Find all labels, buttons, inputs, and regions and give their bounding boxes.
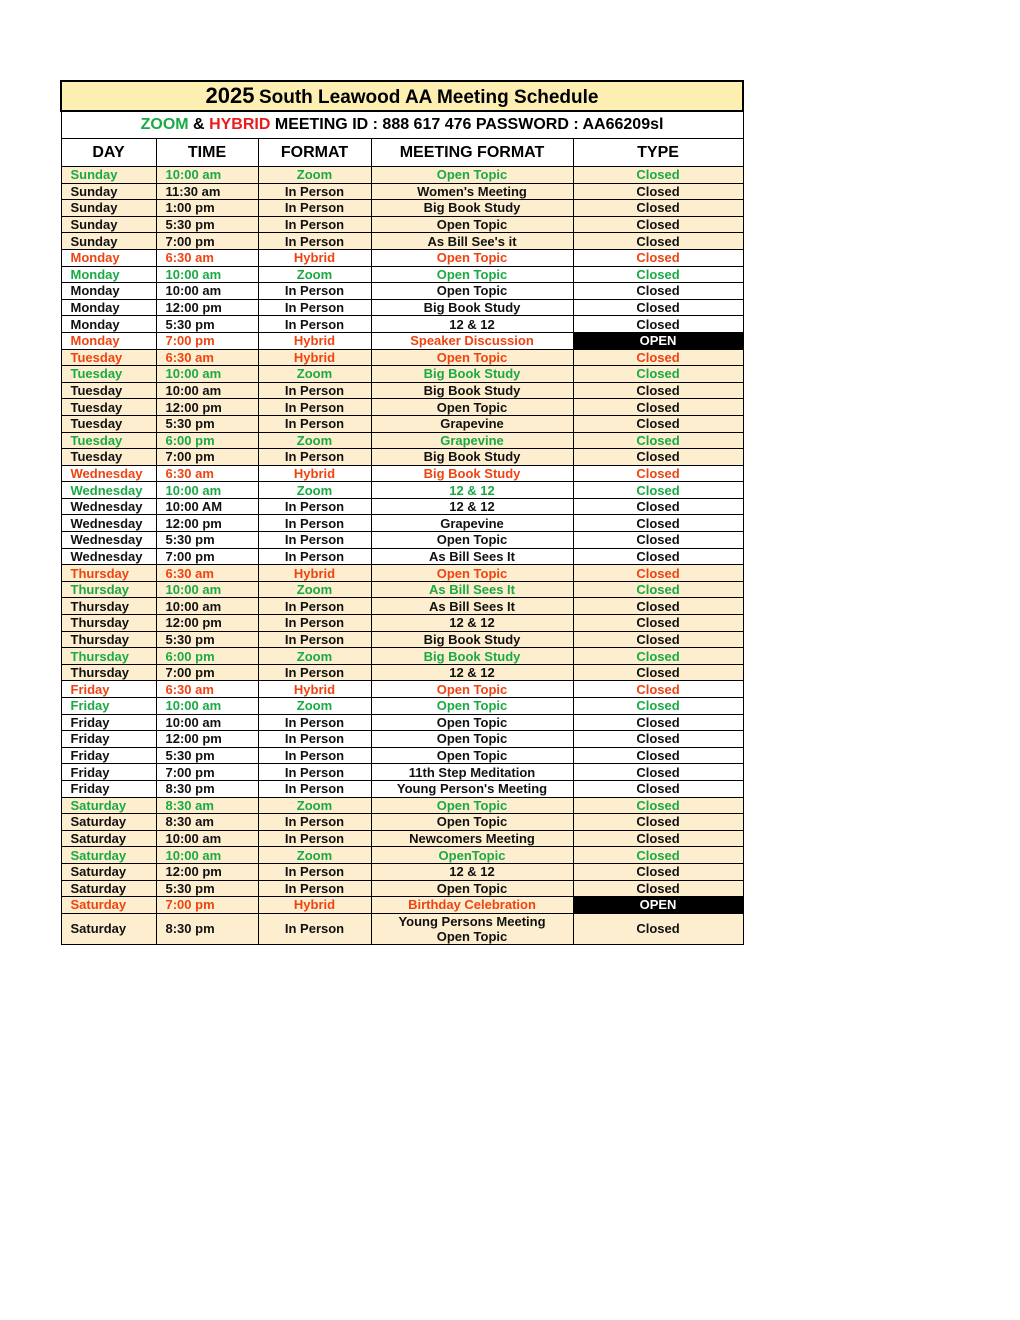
- cell-format: Hybrid: [258, 681, 371, 698]
- header-time: TIME: [156, 139, 258, 167]
- cell-day: Wednesday: [61, 548, 156, 565]
- cell-meeting-format: Open Topic: [371, 283, 573, 300]
- header-format: FORMAT: [258, 139, 371, 167]
- cell-type: Closed: [573, 581, 743, 598]
- cell-time: 10:00 am: [156, 382, 258, 399]
- cell-format: In Person: [258, 449, 371, 466]
- cell-time: 5:30 pm: [156, 216, 258, 233]
- cell-day: Saturday: [61, 880, 156, 897]
- cell-day: Tuesday: [61, 415, 156, 432]
- cell-day: Wednesday: [61, 465, 156, 482]
- cell-type: Closed: [573, 913, 743, 944]
- cell-day: Thursday: [61, 615, 156, 632]
- title-year: 2025: [205, 83, 255, 108]
- cell-format: In Person: [258, 814, 371, 831]
- cell-format: In Person: [258, 731, 371, 748]
- table-row: [61, 615, 743, 632]
- table-row: [61, 482, 743, 499]
- cell-meeting-format: As Bill Sees It: [371, 548, 573, 565]
- table-row: [61, 598, 743, 615]
- cell-format: Zoom: [258, 797, 371, 814]
- cell-time: 5:30 pm: [156, 747, 258, 764]
- table-row: [61, 515, 743, 532]
- cell-format: Hybrid: [258, 565, 371, 582]
- cell-type: Closed: [573, 830, 743, 847]
- cell-format: In Person: [258, 498, 371, 515]
- cell-format: Hybrid: [258, 349, 371, 366]
- cell-time: 6:00 pm: [156, 432, 258, 449]
- table-row: [61, 167, 743, 184]
- cell-day: Wednesday: [61, 498, 156, 515]
- cell-day: Saturday: [61, 913, 156, 944]
- cell-type: Closed: [573, 731, 743, 748]
- cell-day: Sunday: [61, 233, 156, 250]
- cell-type: Closed: [573, 432, 743, 449]
- cell-meeting-format: Open Topic: [371, 880, 573, 897]
- cell-meeting-format: Open Topic: [371, 532, 573, 549]
- cell-type: Closed: [573, 249, 743, 266]
- cell-time: 5:30 pm: [156, 415, 258, 432]
- cell-time: 1:00 pm: [156, 200, 258, 217]
- cell-day: Saturday: [61, 847, 156, 864]
- cell-format: Zoom: [258, 366, 371, 383]
- cell-day: Saturday: [61, 863, 156, 880]
- cell-day: Friday: [61, 747, 156, 764]
- header-day: DAY: [61, 139, 156, 167]
- cell-meeting-format: Open Topic: [371, 266, 573, 283]
- table-row: [61, 880, 743, 897]
- cell-type: Closed: [573, 415, 743, 432]
- cell-format: Hybrid: [258, 897, 371, 914]
- cell-day: Monday: [61, 283, 156, 300]
- cell-time: 12:00 pm: [156, 299, 258, 316]
- cell-day: Monday: [61, 299, 156, 316]
- cell-meeting-format: Open Topic: [371, 681, 573, 698]
- cell-time: 10:00 am: [156, 847, 258, 864]
- cell-meeting-format: Open Topic: [371, 399, 573, 416]
- cell-type: Closed: [573, 797, 743, 814]
- cell-time: 6:30 am: [156, 349, 258, 366]
- cell-time: 8:30 am: [156, 814, 258, 831]
- cell-format: In Person: [258, 382, 371, 399]
- cell-format: Zoom: [258, 482, 371, 499]
- cell-day: Friday: [61, 714, 156, 731]
- cell-time: 8:30 am: [156, 797, 258, 814]
- cell-day: Thursday: [61, 664, 156, 681]
- cell-time: 7:00 pm: [156, 233, 258, 250]
- cell-type: Closed: [573, 847, 743, 864]
- cell-meeting-format: Grapevine: [371, 515, 573, 532]
- cell-time: 7:00 pm: [156, 664, 258, 681]
- cell-time: 10:00 am: [156, 698, 258, 715]
- table-row: [61, 415, 743, 432]
- table-row: [61, 731, 743, 748]
- cell-meeting-format: [371, 913, 573, 944]
- table-row: [61, 399, 743, 416]
- cell-format: In Person: [258, 415, 371, 432]
- cell-format: In Person: [258, 316, 371, 333]
- table-row: [61, 714, 743, 731]
- cell-day: Friday: [61, 764, 156, 781]
- cell-time: 10:00 AM: [156, 498, 258, 515]
- cell-meeting-format: Open Topic: [371, 349, 573, 366]
- table-row: [61, 366, 743, 383]
- cell-time: 6:30 am: [156, 681, 258, 698]
- cell-format: Zoom: [258, 266, 371, 283]
- cell-type: Closed: [573, 399, 743, 416]
- cell-day: Saturday: [61, 830, 156, 847]
- table-row: [61, 664, 743, 681]
- title-text: South Leawood AA Meeting Schedule: [258, 87, 599, 108]
- cell-meeting-format: Grapevine: [371, 415, 573, 432]
- page-title: [61, 81, 743, 111]
- cell-meeting-format: Big Book Study: [371, 648, 573, 665]
- cell-time: 7:00 pm: [156, 332, 258, 349]
- cell-time: 8:30 pm: [156, 913, 258, 944]
- table-row: [61, 847, 743, 864]
- cell-time: 10:00 am: [156, 830, 258, 847]
- cell-format: In Person: [258, 913, 371, 944]
- cell-day: Tuesday: [61, 449, 156, 466]
- table-row: [61, 233, 743, 250]
- cell-format: In Person: [258, 216, 371, 233]
- zoom-label: ZOOM: [140, 116, 189, 133]
- cell-time: 11:30 am: [156, 183, 258, 200]
- cell-format: In Person: [258, 283, 371, 300]
- table-row: [61, 299, 743, 316]
- cell-day: Wednesday: [61, 482, 156, 499]
- cell-time: 6:30 am: [156, 249, 258, 266]
- cell-time: 6:00 pm: [156, 648, 258, 665]
- cell-meeting-format: OpenTopic: [371, 847, 573, 864]
- table-row: [61, 349, 743, 366]
- cell-format: In Person: [258, 183, 371, 200]
- cell-type: Closed: [573, 167, 743, 184]
- cell-meeting-format: As Bill Sees It: [371, 581, 573, 598]
- cell-type: Closed: [573, 532, 743, 549]
- cell-time: 12:00 pm: [156, 731, 258, 748]
- cell-day: Thursday: [61, 565, 156, 582]
- cell-type: Closed: [573, 216, 743, 233]
- cell-meeting-format: Grapevine: [371, 432, 573, 449]
- table-row: [61, 747, 743, 764]
- table-row: [61, 897, 743, 914]
- cell-type: Closed: [573, 648, 743, 665]
- cell-day: Tuesday: [61, 399, 156, 416]
- table-row: [61, 183, 743, 200]
- table-row: [61, 681, 743, 698]
- cell-type: OPEN: [573, 332, 743, 349]
- cell-meeting-format: Big Book Study: [371, 366, 573, 383]
- cell-day: Tuesday: [61, 382, 156, 399]
- cell-meeting-format: Young Person's Meeting: [371, 780, 573, 797]
- cell-format: In Person: [258, 664, 371, 681]
- cell-time: 10:00 am: [156, 581, 258, 598]
- cell-format: In Person: [258, 764, 371, 781]
- cell-meeting-format: Newcomers Meeting: [371, 830, 573, 847]
- cell-format: In Person: [258, 631, 371, 648]
- cell-type: Closed: [573, 349, 743, 366]
- table-row: [61, 332, 743, 349]
- cell-day: Thursday: [61, 581, 156, 598]
- cell-meeting-format: Women's Meeting: [371, 183, 573, 200]
- cell-type: Closed: [573, 714, 743, 731]
- cell-day: Monday: [61, 332, 156, 349]
- meeting-format-line: Young Persons Meeting: [398, 913, 546, 929]
- cell-format: In Person: [258, 532, 371, 549]
- cell-type: OPEN: [573, 897, 743, 914]
- cell-type: Closed: [573, 764, 743, 781]
- cell-time: 10:00 am: [156, 266, 258, 283]
- cell-format: In Person: [258, 780, 371, 797]
- cell-meeting-format: Big Book Study: [371, 382, 573, 399]
- cell-day: Tuesday: [61, 366, 156, 383]
- cell-type: Closed: [573, 598, 743, 615]
- cell-meeting-format: Big Book Study: [371, 449, 573, 466]
- cell-format: In Person: [258, 747, 371, 764]
- cell-type: Closed: [573, 382, 743, 399]
- cell-meeting-format: Open Topic: [371, 747, 573, 764]
- cell-time: 6:30 am: [156, 465, 258, 482]
- cell-meeting-format: As Bill Sees It: [371, 598, 573, 615]
- cell-day: Saturday: [61, 797, 156, 814]
- cell-type: Closed: [573, 780, 743, 797]
- cell-format: Zoom: [258, 648, 371, 665]
- cell-type: Closed: [573, 482, 743, 499]
- cell-type: Closed: [573, 880, 743, 897]
- cell-day: Thursday: [61, 648, 156, 665]
- table-row: [61, 283, 743, 300]
- table-row: [61, 498, 743, 515]
- table-row: [61, 814, 743, 831]
- schedule-sheet: [60, 80, 742, 945]
- cell-time: 5:30 pm: [156, 880, 258, 897]
- cell-time: 12:00 pm: [156, 863, 258, 880]
- cell-meeting-format: 12 & 12: [371, 615, 573, 632]
- cell-day: Sunday: [61, 200, 156, 217]
- table-row: [61, 382, 743, 399]
- table-row: [61, 913, 743, 944]
- cell-time: 10:00 am: [156, 482, 258, 499]
- table-row: [61, 863, 743, 880]
- cell-meeting-format: 12 & 12: [371, 863, 573, 880]
- meeting-info-row: [61, 111, 743, 139]
- cell-format: Zoom: [258, 847, 371, 864]
- cell-day: Saturday: [61, 814, 156, 831]
- cell-type: Closed: [573, 698, 743, 715]
- cell-time: 10:00 am: [156, 167, 258, 184]
- cell-format: In Person: [258, 615, 371, 632]
- cell-type: Closed: [573, 863, 743, 880]
- cell-format: In Person: [258, 200, 371, 217]
- cell-type: Closed: [573, 449, 743, 466]
- cell-time: 7:00 pm: [156, 548, 258, 565]
- cell-time: 7:00 pm: [156, 449, 258, 466]
- cell-time: 10:00 am: [156, 598, 258, 615]
- table-row: [61, 266, 743, 283]
- cell-time: 7:00 pm: [156, 897, 258, 914]
- title-row: [61, 81, 743, 111]
- cell-time: 12:00 pm: [156, 615, 258, 632]
- cell-day: Monday: [61, 316, 156, 333]
- cell-meeting-format: Open Topic: [371, 797, 573, 814]
- cell-day: Saturday: [61, 897, 156, 914]
- cell-type: Closed: [573, 515, 743, 532]
- table-row: [61, 532, 743, 549]
- schedule-table: [60, 80, 744, 945]
- hybrid-label: HYBRID: [209, 116, 271, 133]
- meeting-format-line: Open Topic: [436, 928, 508, 944]
- cell-type: Closed: [573, 183, 743, 200]
- table-row: [61, 465, 743, 482]
- cell-time: 8:30 pm: [156, 780, 258, 797]
- cell-type: Closed: [573, 498, 743, 515]
- cell-day: Sunday: [61, 216, 156, 233]
- cell-day: Thursday: [61, 598, 156, 615]
- table-row: [61, 631, 743, 648]
- cell-time: 7:00 pm: [156, 764, 258, 781]
- table-row: [61, 565, 743, 582]
- table-row: [61, 797, 743, 814]
- cell-meeting-format: Birthday Celebration: [371, 897, 573, 914]
- cell-type: Closed: [573, 233, 743, 250]
- table-row: [61, 216, 743, 233]
- cell-day: Monday: [61, 249, 156, 266]
- cell-meeting-format: Open Topic: [371, 249, 573, 266]
- table-row: [61, 449, 743, 466]
- table-row: [61, 780, 743, 797]
- cell-day: Sunday: [61, 183, 156, 200]
- meeting-info: [61, 111, 743, 139]
- cell-type: Closed: [573, 299, 743, 316]
- cell-type: Closed: [573, 814, 743, 831]
- meeting-id-password: MEETING ID : 888 617 476 PASSWORD : AA66209sl: [274, 116, 664, 133]
- cell-day: Wednesday: [61, 515, 156, 532]
- amp-label: &: [193, 116, 205, 133]
- cell-format: In Person: [258, 399, 371, 416]
- table-row: [61, 200, 743, 217]
- table-row: [61, 316, 743, 333]
- cell-meeting-format: 12 & 12: [371, 498, 573, 515]
- cell-type: Closed: [573, 664, 743, 681]
- cell-day: Friday: [61, 698, 156, 715]
- cell-format: Zoom: [258, 432, 371, 449]
- cell-meeting-format: Big Book Study: [371, 299, 573, 316]
- cell-type: Closed: [573, 747, 743, 764]
- cell-day: Tuesday: [61, 349, 156, 366]
- cell-time: 12:00 pm: [156, 399, 258, 416]
- cell-day: Wednesday: [61, 532, 156, 549]
- cell-format: Zoom: [258, 698, 371, 715]
- cell-meeting-format: Open Topic: [371, 814, 573, 831]
- cell-type: Closed: [573, 316, 743, 333]
- cell-meeting-format: Big Book Study: [371, 631, 573, 648]
- cell-format: In Person: [258, 233, 371, 250]
- cell-type: Closed: [573, 366, 743, 383]
- cell-time: 12:00 pm: [156, 515, 258, 532]
- cell-type: Closed: [573, 283, 743, 300]
- cell-day: Monday: [61, 266, 156, 283]
- cell-time: 5:30 pm: [156, 532, 258, 549]
- table-row: [61, 249, 743, 266]
- cell-day: Friday: [61, 731, 156, 748]
- cell-type: Closed: [573, 615, 743, 632]
- cell-time: 10:00 am: [156, 366, 258, 383]
- cell-format: In Person: [258, 863, 371, 880]
- cell-meeting-format: Open Topic: [371, 216, 573, 233]
- cell-meeting-format: 12 & 12: [371, 482, 573, 499]
- cell-time: 5:30 pm: [156, 631, 258, 648]
- cell-format: In Person: [258, 714, 371, 731]
- cell-format: Zoom: [258, 167, 371, 184]
- cell-format: Hybrid: [258, 332, 371, 349]
- cell-meeting-format: Big Book Study: [371, 465, 573, 482]
- cell-meeting-format: Open Topic: [371, 698, 573, 715]
- header-type: TYPE: [573, 139, 743, 167]
- cell-time: 6:30 am: [156, 565, 258, 582]
- cell-format: In Person: [258, 515, 371, 532]
- cell-meeting-format: Open Topic: [371, 731, 573, 748]
- cell-format: Zoom: [258, 581, 371, 598]
- table-row: [61, 581, 743, 598]
- schedule-rows: [61, 167, 743, 945]
- table-row: [61, 432, 743, 449]
- cell-format: Hybrid: [258, 465, 371, 482]
- cell-type: Closed: [573, 681, 743, 698]
- cell-format: In Person: [258, 548, 371, 565]
- cell-meeting-format: Open Topic: [371, 167, 573, 184]
- cell-meeting-format: Open Topic: [371, 714, 573, 731]
- cell-meeting-format: 11th Step Meditation: [371, 764, 573, 781]
- table-row: [61, 764, 743, 781]
- cell-type: Closed: [573, 200, 743, 217]
- cell-type: Closed: [573, 266, 743, 283]
- cell-meeting-format: Big Book Study: [371, 200, 573, 217]
- cell-time: 10:00 am: [156, 714, 258, 731]
- cell-time: 5:30 pm: [156, 316, 258, 333]
- column-header-row: [61, 139, 743, 167]
- cell-format: In Person: [258, 598, 371, 615]
- cell-day: Tuesday: [61, 432, 156, 449]
- table-row: [61, 830, 743, 847]
- table-row: [61, 648, 743, 665]
- table-row: [61, 548, 743, 565]
- cell-type: Closed: [573, 465, 743, 482]
- cell-meeting-format: 12 & 12: [371, 664, 573, 681]
- cell-type: Closed: [573, 548, 743, 565]
- cell-type: Closed: [573, 565, 743, 582]
- cell-day: Friday: [61, 681, 156, 698]
- cell-format: Hybrid: [258, 249, 371, 266]
- cell-format: In Person: [258, 299, 371, 316]
- table-row: [61, 698, 743, 715]
- cell-time: 10:00 am: [156, 283, 258, 300]
- cell-meeting-format: Open Topic: [371, 565, 573, 582]
- cell-meeting-format: Speaker Discussion: [371, 332, 573, 349]
- cell-day: Friday: [61, 780, 156, 797]
- header-meeting-format: MEETING FORMAT: [371, 139, 573, 167]
- cell-format: In Person: [258, 880, 371, 897]
- cell-meeting-format: 12 & 12: [371, 316, 573, 333]
- cell-format: In Person: [258, 830, 371, 847]
- cell-day: Thursday: [61, 631, 156, 648]
- cell-day: Sunday: [61, 167, 156, 184]
- cell-meeting-format: As Bill See's it: [371, 233, 573, 250]
- cell-type: Closed: [573, 631, 743, 648]
